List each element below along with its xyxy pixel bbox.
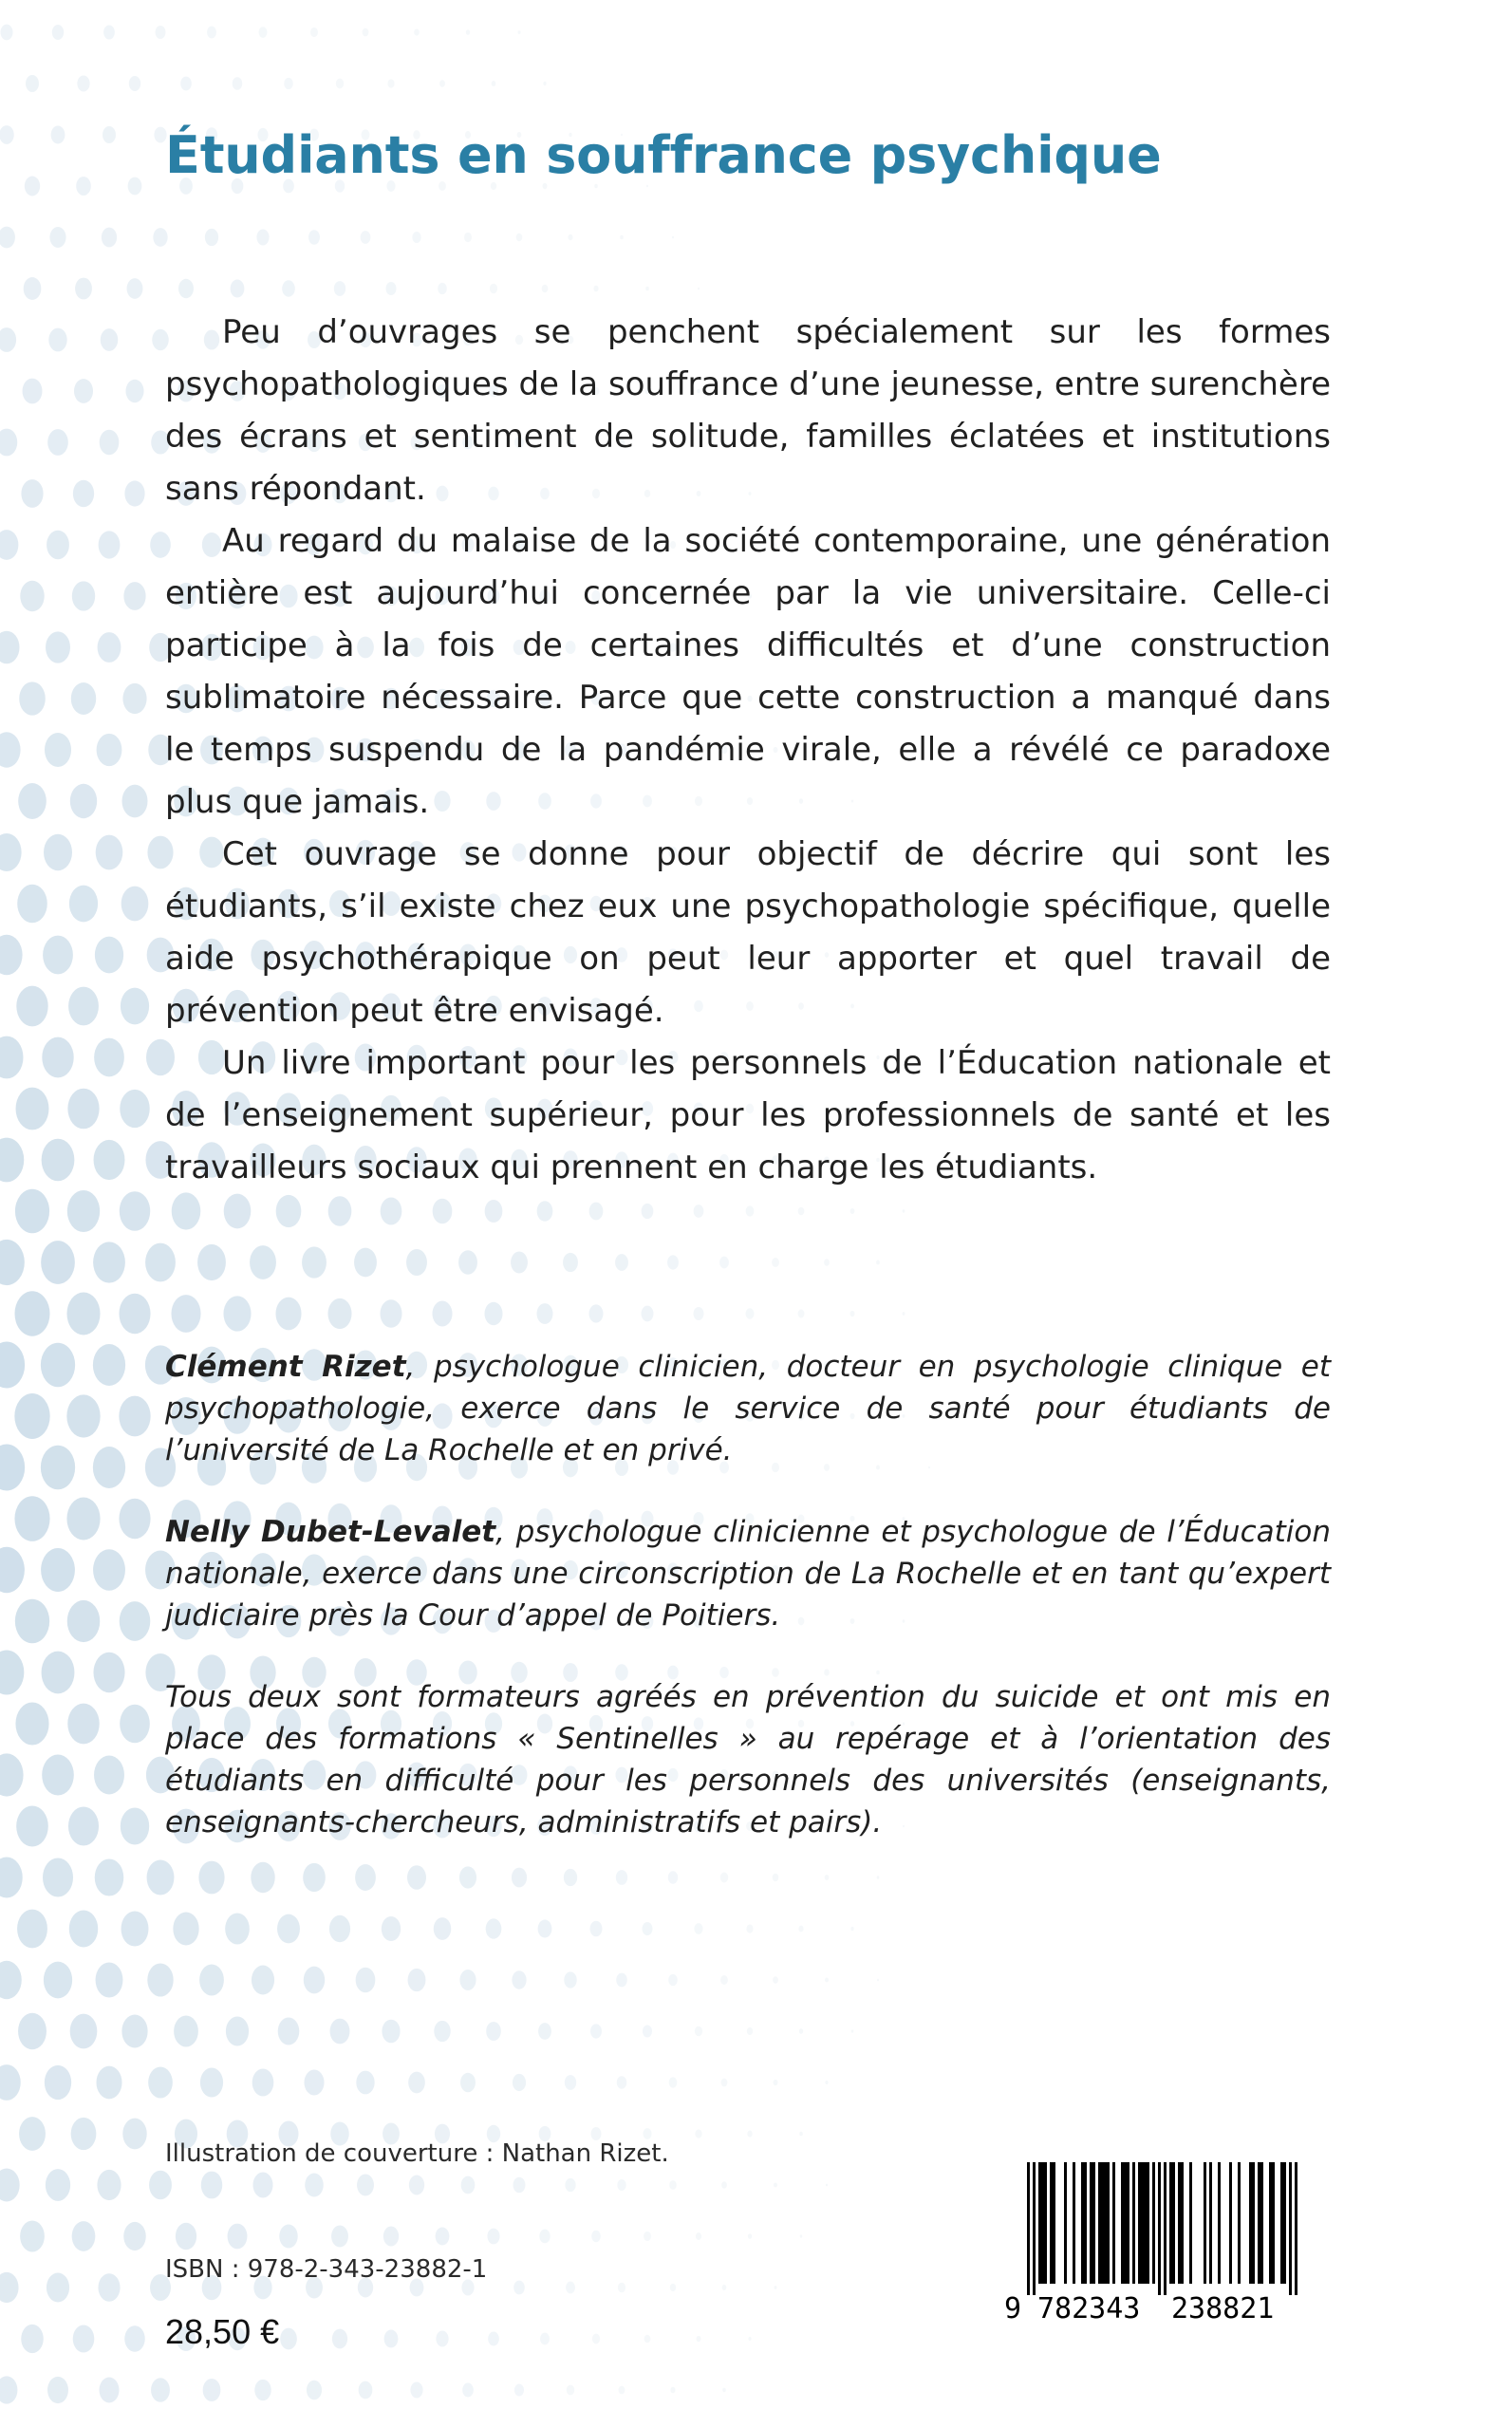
barcode-bar <box>1104 2162 1107 2284</box>
author-name: Clément Rizet <box>165 1350 406 1384</box>
barcode-bar <box>1084 2162 1087 2284</box>
barcode-bar <box>1218 2162 1221 2284</box>
barcode-bar <box>1204 2162 1206 2284</box>
barcode-bar <box>1283 2162 1286 2284</box>
barcode-bar <box>1289 2162 1292 2295</box>
barcode-bar <box>1107 2162 1110 2284</box>
barcode-bar <box>1073 2162 1075 2284</box>
book-description <box>165 307 1331 1194</box>
barcode-bar <box>1098 2162 1101 2284</box>
barcode-bar <box>1138 2162 1141 2284</box>
description-paragraph: Cet ouvrage se donne pour objectif de décrire qui sont les étudiants, s’il existe chez eux une psychopathologie spécifique, quelle aide psychothérapique on peut leur apporter et quel travail de prévention peut être envisagé. <box>165 835 1331 1030</box>
barcode-bar <box>1112 2162 1115 2284</box>
barcode-bar <box>1229 2162 1232 2284</box>
barcode <box>1000 2157 1333 2324</box>
barcode-bar <box>1280 2162 1283 2284</box>
barcode-bar <box>1172 2162 1175 2284</box>
authors-joint-note: Tous deux sont formateurs agréés en prévention du suicide et ont mis en place des formations « Sentinelles » au repérage et à l’orientation des étudiants en difficulté pour les personnels des universités (enseignants, enseignants-chercheurs, administratifs et pairs). <box>165 1680 1331 1839</box>
author-bio <box>165 1346 1331 1471</box>
barcode-digits: 9 <box>1004 2292 1022 2324</box>
description-paragraph: Au regard du malaise de la société contemporaine, une génération entière est aujourd’hui concernée par la vie universitaire. Celle-ci participe à la fois de certaines difficultés et d’une construction sublimatoire nécessaire. Parce que cette construction a manqué dans le temps suspendu de la pandémie virale, elle a révélé ce paradoxe plus que jamais. <box>165 522 1331 821</box>
illustration-credit: Illustration de couverture : Nathan Rizet. <box>165 2139 669 2168</box>
barcode-bar <box>1050 2162 1053 2284</box>
barcode-bar <box>1209 2162 1212 2284</box>
barcode-bar <box>1124 2162 1127 2284</box>
author-bio-text: , psychologue clinicien, docteur en psychologie clinique et psychopathologie, exerce dans le service de santé pour étudiants de l’université de La Rochelle et en privé. <box>165 1350 1332 1467</box>
barcode-bar <box>1044 2162 1047 2284</box>
barcode-digits: 238821 <box>1171 2292 1275 2324</box>
barcode-bar <box>1041 2162 1044 2284</box>
barcode-bar <box>1092 2162 1095 2284</box>
description-paragraph: Un livre important pour les personnels de l’Éducation nationale et de l’enseignement supérieur, pour les professionnels de santé et les travailleurs sociaux qui prennent en charge les étudiants. <box>165 1044 1331 1186</box>
barcode-bar <box>1252 2162 1255 2284</box>
barcode-bar <box>1033 2162 1036 2295</box>
author-bio <box>165 1511 1331 1636</box>
author-bios <box>165 1346 1331 1883</box>
book-price: 28,50 € <box>165 2312 280 2351</box>
barcode-bar <box>1164 2162 1167 2295</box>
barcode-bar <box>1064 2162 1067 2284</box>
author-name: Nelly Dubet-Levalet <box>165 1515 496 1549</box>
barcode-bar <box>1272 2162 1275 2284</box>
barcode-bar <box>1260 2162 1263 2284</box>
barcode-bar <box>1132 2162 1135 2284</box>
barcode-bar <box>1295 2162 1297 2295</box>
barcode-image <box>1000 2157 1333 2324</box>
barcode-bar <box>1181 2162 1184 2284</box>
barcode-bar <box>1121 2162 1124 2284</box>
book-title: Étudiants en souffrance psychique <box>165 125 1162 185</box>
barcode-bar <box>1152 2162 1155 2284</box>
barcode-bar <box>1141 2162 1144 2284</box>
barcode-bar <box>1158 2162 1161 2295</box>
barcode-bar <box>1101 2162 1104 2284</box>
barcode-bar <box>1258 2162 1260 2284</box>
barcode-bar <box>1081 2162 1084 2284</box>
barcode-bar <box>1144 2162 1147 2284</box>
barcode-bar <box>1238 2162 1241 2284</box>
barcode-bar <box>1090 2162 1092 2284</box>
barcode-bar <box>1038 2162 1041 2284</box>
barcode-bar <box>1169 2162 1172 2284</box>
barcode-bar <box>1147 2162 1149 2284</box>
barcode-bar <box>1249 2162 1252 2284</box>
isbn-number: ISBN : 978-2-343-23882-1 <box>165 2255 488 2284</box>
barcode-bar <box>1269 2162 1272 2284</box>
barcode-bar <box>1189 2162 1192 2284</box>
description-paragraph: Peu d’ouvrages se penchent spécialement sur les formes psychopathologiques de la souffrance d’une jeunesse, entre surenchère des écrans et sentiment de solitude, familles éclatées et institutions sans répondant. <box>165 313 1331 508</box>
barcode-digits: 782343 <box>1037 2292 1141 2324</box>
barcode-bar <box>1178 2162 1181 2284</box>
author-bio-text: , psychologue clinicienne et psychologue de l’Éducation nationale, exerce dans une circonscription de La Rochelle et en tant qu’expert judiciaire près la Cour d’appel de Poitiers. <box>165 1515 1331 1633</box>
barcode-bar <box>1127 2162 1129 2284</box>
barcode-bar <box>1053 2162 1055 2284</box>
barcode-bar <box>1027 2162 1030 2295</box>
